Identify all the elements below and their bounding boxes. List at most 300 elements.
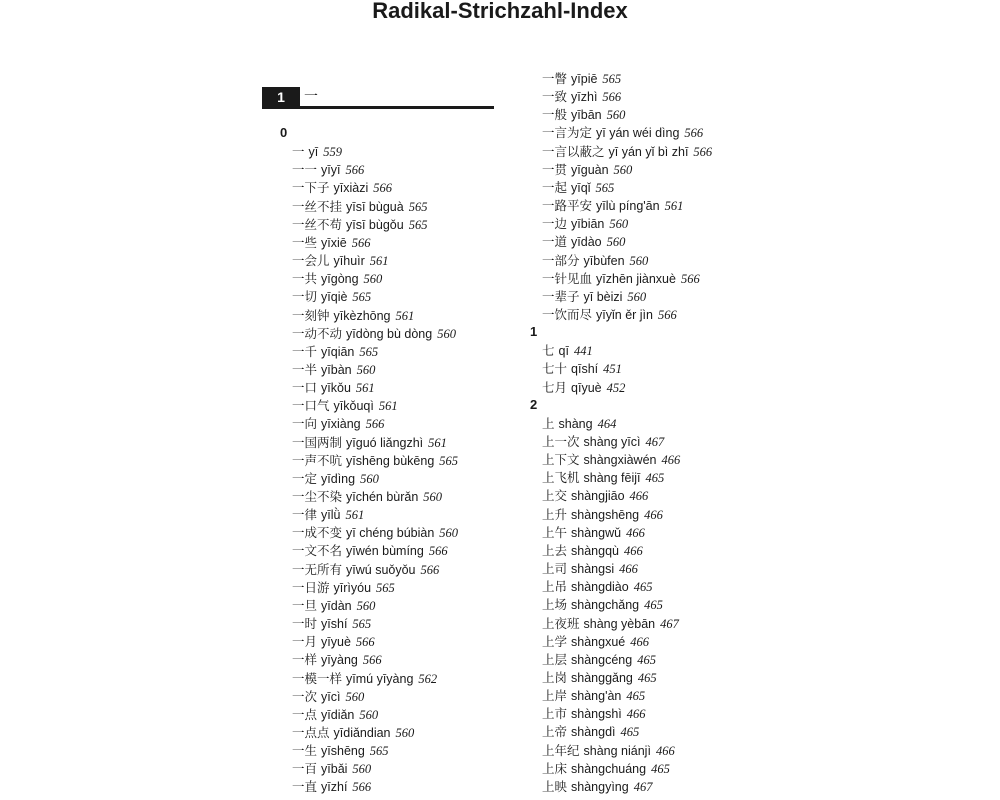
index-entry: [292, 706, 378, 724]
entry-hanzi: 一声不吭: [292, 452, 343, 468]
index-entry: [542, 778, 652, 796]
entry-pinyin: shàng yèbān: [583, 616, 656, 631]
entry-page-number: 561: [428, 435, 447, 450]
index-entry: [292, 270, 382, 288]
entry-hanzi: 一模一样: [292, 670, 343, 686]
index-entry: [542, 179, 614, 197]
entry-page-number: 560: [437, 326, 456, 341]
entry-page-number: 560: [360, 471, 379, 486]
entry-page-number: 566: [362, 653, 382, 668]
index-entry: [292, 470, 379, 488]
entry-hanzi: 一时: [292, 616, 318, 632]
index-entry: [542, 161, 632, 179]
entry-pinyin: yīxiàng: [321, 417, 361, 432]
entry-hanzi: 一饮而尽: [542, 306, 593, 322]
index-entry: [292, 252, 389, 270]
entry-pinyin: yīyuè: [321, 635, 351, 650]
entry-hanzi: 上岗: [542, 669, 568, 685]
entry-pinyin: yīguó liǎngzhì: [346, 435, 424, 450]
index-entry: [292, 379, 375, 397]
entry-hanzi: 一些: [292, 234, 318, 250]
entry-page-number: 465: [644, 598, 663, 613]
entry-pinyin: yī bèizi: [583, 289, 623, 304]
radical-char: 一: [304, 89, 318, 105]
entry-hanzi: 上吊: [542, 579, 568, 595]
index-entry: [292, 506, 364, 524]
entry-pinyin: shàngxiàwén: [583, 453, 657, 468]
index-entry: [542, 578, 652, 596]
entry-hanzi: 一会儿: [292, 253, 330, 269]
entry-page-number: 565: [408, 199, 428, 214]
entry-hanzi: 一部分: [542, 252, 580, 268]
entry-hanzi: 一文不名: [292, 543, 343, 559]
entry-page-number: 467: [660, 616, 679, 631]
index-entry: [292, 561, 439, 579]
entry-page-number: 559: [323, 145, 342, 160]
index-entry: [292, 724, 414, 742]
entry-pinyin: yīdàn: [321, 598, 352, 613]
entry-pinyin: yīmú yīyàng: [346, 671, 414, 686]
index-entry: [292, 179, 392, 197]
entry-page-number: 566: [420, 562, 440, 577]
index-entry: [292, 742, 389, 760]
entry-page-number: 561: [664, 199, 684, 214]
entry-hanzi: 一口气: [292, 398, 330, 414]
entry-page-number: 560: [345, 689, 365, 704]
entry-pinyin: shàngyìng: [571, 779, 629, 794]
entry-hanzi: 一样: [292, 652, 318, 668]
entry-pinyin: yīdòng bù dòng: [346, 326, 433, 341]
index-entry: [542, 88, 621, 106]
entry-pinyin: qī: [558, 344, 569, 359]
entry-hanzi: 上去: [542, 542, 568, 558]
entry-pinyin: shàng: [558, 416, 593, 431]
entry-pinyin: yīzhì: [571, 90, 598, 105]
index-entry: [542, 342, 593, 360]
entry-hanzi: 上帝: [542, 724, 568, 740]
entry-hanzi: 一点点: [292, 724, 330, 740]
entry-page-number: 560: [363, 272, 383, 287]
entry-page-number: 565: [352, 290, 372, 305]
entry-page-number: 566: [351, 235, 371, 250]
entry-pinyin: qīshí: [571, 362, 599, 377]
index-entry: [292, 778, 371, 796]
entry-page-number: 464: [597, 416, 617, 431]
index-entry: [292, 234, 370, 252]
entry-hanzi: 一刻钟: [292, 307, 330, 323]
entry-pinyin: yīlǜ: [321, 508, 341, 523]
index-entry: [292, 198, 427, 216]
entry-pinyin: yīpiē: [571, 72, 598, 86]
entry-hanzi: 七月: [542, 379, 568, 395]
index-entry: [542, 233, 625, 251]
index-entry: [542, 306, 677, 324]
index-entry: [292, 325, 456, 343]
entry-page-number: 566: [345, 163, 365, 178]
entry-pinyin: yīgòng: [321, 272, 359, 287]
entry-pinyin: yīyàng: [321, 653, 358, 668]
entry-page-number: 451: [603, 362, 622, 377]
entry-page-number: 565: [595, 180, 615, 195]
entry-pinyin: shàngxué: [571, 634, 626, 649]
index-entry: [292, 633, 375, 651]
entry-hanzi: 一瞥: [542, 71, 568, 86]
entry-hanzi: 上学: [542, 633, 568, 649]
entry-pinyin: yīzhēn jiànxuè: [596, 271, 676, 286]
entry-pinyin: yībiān: [571, 217, 605, 232]
entry-page-number: 565: [408, 217, 428, 232]
entry-hanzi: 一针见血: [542, 270, 593, 286]
index-entry: [292, 542, 448, 560]
entry-page-number: 560: [629, 253, 649, 268]
index-entry: [292, 670, 437, 688]
index-entry: [542, 379, 625, 397]
entry-pinyin: shàngdiào: [571, 580, 629, 595]
entry-page-number: 466: [626, 707, 646, 722]
entry-page-number: 565: [352, 617, 372, 632]
entry-pinyin: shàng yīcì: [583, 435, 641, 449]
entry-hanzi: 一次: [292, 688, 318, 704]
entry-hanzi: 一国两制: [292, 434, 343, 450]
entry-page-number: 565: [359, 344, 379, 359]
index-entry: [542, 469, 664, 487]
entry-hanzi: 一道: [542, 234, 568, 250]
entry-page-number: 562: [418, 671, 438, 686]
entry-page-number: 566: [693, 144, 713, 159]
index-entry: [542, 360, 622, 378]
entry-hanzi: 一千: [292, 343, 318, 359]
entry-page-number: 561: [355, 381, 375, 396]
entry-hanzi: 一半: [292, 361, 318, 377]
index-entry: [292, 452, 458, 470]
entry-pinyin: shàngcéng: [571, 652, 633, 667]
entry-page-number: 566: [355, 635, 375, 650]
index-entry: [542, 288, 646, 306]
entry-page-number: 565: [376, 580, 395, 595]
radical-header: [262, 87, 494, 109]
entry-hanzi: 上司: [542, 561, 568, 577]
entry-pinyin: shàngchǎng: [571, 598, 640, 613]
entry-hanzi: 一百: [292, 761, 318, 777]
index-entry: [542, 633, 649, 651]
entry-pinyin: shàngshēng: [571, 507, 640, 522]
index-entry: [292, 597, 375, 615]
entry-pinyin: shàngchuáng: [571, 761, 647, 776]
entry-pinyin: yī chéng búbiàn: [346, 526, 435, 541]
index-entry: [292, 688, 364, 706]
entry-hanzi: 一贯: [542, 161, 568, 177]
entry-page-number: 560: [606, 108, 626, 123]
entry-hanzi: 一动不动: [292, 325, 343, 341]
entry-pinyin: yīshēng bùkēng: [346, 453, 435, 468]
entry-page-number: 466: [629, 489, 649, 504]
entry-hanzi: 一成不变: [292, 525, 343, 541]
index-entry: [292, 651, 382, 669]
index-entry: [542, 687, 645, 705]
entry-pinyin: yīqiān: [321, 344, 355, 359]
entry-hanzi: 一口: [292, 380, 318, 396]
entry-pinyin: yīqiè: [321, 290, 348, 305]
entry-page-number: 465: [620, 725, 640, 740]
entry-page-number: 467: [645, 435, 665, 449]
entry-hanzi: 一边: [542, 216, 568, 232]
entry-page-number: 466: [661, 453, 681, 468]
index-entry: [542, 143, 712, 161]
radical-number: 1: [262, 87, 300, 107]
index-entry: [542, 705, 646, 723]
entry-pinyin: yīkèzhōng: [333, 308, 391, 323]
stroke-count-group: 2: [530, 396, 538, 412]
entry-hanzi: 上年纪: [542, 742, 580, 758]
index-entry: [292, 216, 427, 234]
index-entry: [542, 760, 670, 778]
entry-pinyin: yīdào: [571, 235, 602, 250]
entry-page-number: 566: [602, 90, 622, 105]
entry-page-number: 465: [637, 652, 656, 667]
entry-page-number: 452: [606, 380, 626, 395]
entry-hanzi: 一向: [292, 416, 318, 432]
entry-page-number: 466: [630, 634, 649, 649]
entry-pinyin: yīyī: [321, 163, 341, 178]
index-entry: [542, 197, 683, 215]
entry-page-number: 561: [395, 308, 415, 323]
index-entry: [542, 596, 663, 614]
entry-pinyin: yīzhí: [321, 780, 348, 795]
entry-hanzi: 上市: [542, 706, 568, 722]
index-entry: [542, 433, 664, 451]
entry-pinyin: qīyuè: [571, 380, 602, 395]
index-entry: [292, 415, 384, 433]
index-entry: [292, 615, 371, 633]
entry-page-number: 566: [352, 780, 372, 795]
entry-hanzi: 上交: [542, 488, 568, 504]
entry-hanzi: 一起: [542, 179, 568, 195]
entry-hanzi: 一定: [292, 470, 318, 486]
index-entry: [292, 760, 371, 778]
entry-pinyin: yī yán wéi dìng: [596, 126, 680, 141]
entry-page-number: 566: [365, 417, 385, 432]
entry-hanzi: 上: [542, 415, 555, 431]
entry-page-number: 466: [644, 507, 663, 522]
entry-page-number: 566: [428, 544, 448, 559]
entry-page-number: 560: [606, 235, 626, 250]
index-entry: [542, 524, 645, 542]
index-entry: [542, 70, 621, 88]
entry-pinyin: shàng niánjì: [583, 743, 651, 758]
entry-hanzi: 一无所有: [292, 561, 343, 577]
index-entry: [292, 143, 342, 161]
index-entry: [292, 288, 371, 306]
entry-page-number: 465: [651, 761, 670, 776]
entry-pinyin: shàngshì: [571, 707, 622, 722]
entry-hanzi: 一切: [292, 289, 318, 305]
index-entry: [542, 451, 680, 469]
index-entry: [292, 343, 378, 361]
entry-pinyin: shàngwǔ: [571, 525, 622, 540]
entry-pinyin: yīshí: [321, 617, 348, 632]
entry-pinyin: yīsī bùgǒu: [346, 217, 404, 232]
entry-page-number: 465: [626, 689, 646, 704]
entry-page-number: 560: [359, 707, 379, 722]
entry-hanzi: 上一次: [542, 434, 580, 449]
entry-hanzi: 一尘不染: [292, 489, 343, 504]
entry-pinyin: shàngsi: [571, 562, 615, 577]
entry-hanzi: 一日游: [292, 579, 330, 595]
entry-pinyin: yīxiē: [321, 235, 347, 250]
entry-hanzi: 上下文: [542, 452, 580, 468]
entry-pinyin: yīguàn: [571, 162, 609, 177]
entry-page-number: 560: [613, 162, 633, 177]
entry-pinyin: yībàn: [321, 362, 352, 377]
entry-pinyin: yīhuìr: [333, 254, 365, 269]
entry-pinyin: yīyǐn ěr jìn: [596, 307, 653, 322]
entry-pinyin: yīchén bùrǎn: [346, 490, 419, 504]
entry-hanzi: 上飞机: [542, 470, 580, 486]
entry-page-number: 565: [602, 72, 622, 86]
entry-page-number: 561: [345, 508, 365, 523]
entry-pinyin: yī: [308, 145, 319, 160]
entry-page-number: 465: [637, 670, 657, 685]
entry-page-number: 466: [655, 743, 675, 758]
entry-hanzi: 上岸: [542, 688, 568, 704]
entry-page-number: 560: [423, 490, 443, 504]
entry-page-number: 466: [626, 525, 645, 540]
entry-pinyin: shàngjiāo: [571, 489, 625, 504]
index-entry: [542, 723, 639, 741]
entry-hanzi: 一辈子: [542, 288, 580, 304]
entry-hanzi: 一言以蔽之: [542, 143, 605, 159]
entry-pinyin: yīdìng: [321, 471, 356, 486]
entry-hanzi: 一直: [292, 779, 318, 795]
entry-hanzi: 一言为定: [542, 125, 593, 141]
index-entry: [542, 270, 700, 288]
entry-hanzi: 上升: [542, 506, 568, 522]
entry-page-number: 565: [439, 453, 459, 468]
entry-pinyin: yīwú suǒyǒu: [346, 562, 416, 577]
entry-page-number: 560: [395, 725, 415, 740]
index-entry: [542, 615, 679, 633]
page-title: Radikal-Strichzahl-Index: [372, 0, 628, 23]
entry-pinyin: yīshēng: [321, 744, 365, 759]
entry-page-number: 441: [573, 344, 593, 359]
index-entry: [542, 742, 675, 760]
index-entry: [542, 215, 628, 233]
entry-page-number: 466: [619, 562, 638, 577]
entry-pinyin: yīkǒuqì: [333, 399, 374, 414]
entry-page-number: 566: [680, 271, 700, 286]
entry-hanzi: 上层: [542, 651, 568, 667]
entry-page-number: 566: [657, 307, 677, 322]
index-entry: [292, 524, 458, 542]
entry-page-number: 466: [623, 543, 643, 558]
entry-hanzi: 一致: [542, 89, 568, 105]
entry-page-number: 565: [369, 744, 389, 759]
entry-pinyin: yībǎi: [321, 762, 348, 777]
entry-hanzi: 一丝不苟: [292, 216, 343, 232]
entry-page-number: 467: [633, 779, 653, 794]
entry-hanzi: 一路平安: [542, 198, 593, 214]
entry-page-number: 560: [356, 362, 376, 377]
entry-hanzi: 一: [292, 144, 305, 160]
radical-rule: [262, 106, 494, 109]
entry-hanzi: 一一: [292, 162, 318, 178]
index-entry: [542, 124, 703, 142]
entry-page-number: 560: [352, 762, 372, 777]
entry-hanzi: 七十: [542, 361, 568, 377]
stroke-count-group: 0: [280, 125, 288, 140]
index-entry: [542, 542, 643, 560]
entry-hanzi: 一月: [292, 634, 318, 650]
entry-page-number: 561: [378, 399, 398, 414]
entry-pinyin: yīlù píng'ān: [596, 199, 660, 214]
entry-hanzi: 一生: [292, 743, 318, 759]
index-entry: [542, 415, 616, 433]
entry-hanzi: 一般: [542, 107, 568, 123]
index-entry: [292, 434, 447, 452]
entry-pinyin: yīdiǎndian: [333, 725, 391, 740]
entry-hanzi: 上夜班: [542, 615, 580, 631]
entry-hanzi: 一点: [292, 706, 318, 722]
index-entry: [542, 651, 656, 669]
stroke-count-group: 1: [530, 324, 538, 340]
entry-pinyin: shàng'àn: [571, 689, 622, 704]
index-entry: [292, 361, 375, 379]
entry-hanzi: 上床: [542, 760, 568, 776]
index-entry: [542, 252, 648, 270]
entry-pinyin: shàngqù: [571, 543, 619, 558]
index-entry: [292, 488, 442, 506]
entry-pinyin: yībān: [571, 108, 602, 123]
entry-page-number: 465: [645, 471, 665, 486]
entry-hanzi: 上午: [542, 524, 568, 540]
entry-pinyin: shàngdì: [571, 725, 616, 740]
index-entry: [542, 669, 657, 687]
entry-hanzi: 七: [542, 343, 555, 359]
entry-pinyin: yīsī bùguà: [346, 199, 404, 214]
entry-page-number: 566: [373, 181, 392, 196]
entry-pinyin: shàng fēijī: [583, 471, 641, 486]
entry-page-number: 566: [684, 126, 704, 141]
entry-page-number: 560: [627, 289, 647, 304]
entry-hanzi: 上场: [542, 597, 568, 613]
index-entry: [542, 560, 638, 578]
entry-pinyin: yīrìyóu: [333, 580, 372, 595]
entry-pinyin: shànggǎng: [571, 670, 633, 685]
entry-hanzi: 一丝不挂: [292, 198, 343, 214]
entry-pinyin: yī yán yǐ bì zhī: [608, 144, 689, 159]
entry-pinyin: yībùfen: [583, 253, 625, 268]
index-entry: [292, 579, 395, 597]
index-entry: [292, 307, 414, 325]
index-entry: [292, 397, 398, 415]
entry-pinyin: yīdiǎn: [321, 707, 355, 722]
entry-pinyin: yīcì: [321, 689, 341, 704]
entry-page-number: 560: [609, 217, 629, 232]
entry-pinyin: yīwén bùmíng: [346, 544, 424, 559]
entry-pinyin: yīxiàzi: [333, 181, 369, 196]
entry-page-number: 560: [356, 598, 376, 613]
entry-pinyin: yīkǒu: [321, 381, 351, 396]
entry-hanzi: 一下子: [292, 180, 330, 196]
entry-page-number: 465: [633, 580, 653, 595]
entry-page-number: 560: [439, 526, 459, 541]
entry-hanzi: 一共: [292, 271, 318, 287]
index-entry: [542, 106, 625, 124]
index-entry: [542, 487, 648, 505]
entry-page-number: 561: [369, 254, 389, 269]
entry-hanzi: 一旦: [292, 597, 318, 613]
entry-hanzi: 一律: [292, 507, 318, 523]
